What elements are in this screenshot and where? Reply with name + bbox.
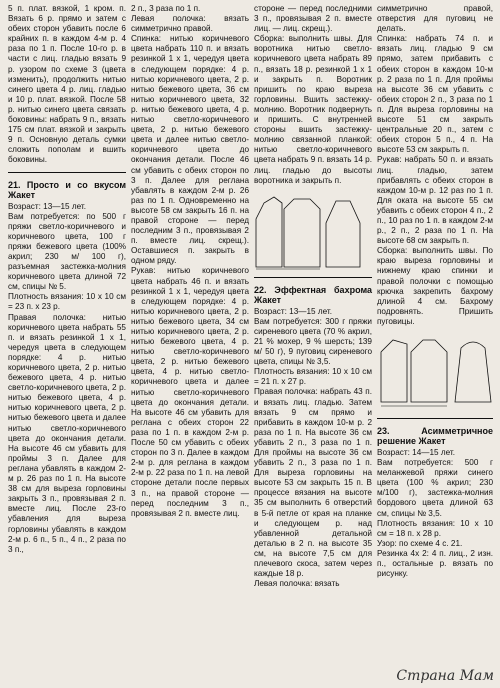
text-block: Возраст: 13—15 лет. xyxy=(254,306,333,316)
garment-schematic xyxy=(377,330,493,412)
text-block: Вам потребуется: 500 г меланжевой пряжи синего цвета (100 % акрил; 230 м/100 г), застежка-молния бордового цвета длиной 63 см, спицы № 3,5. xyxy=(377,458,493,518)
section-title: 23. Асимметричное решение Жакет xyxy=(377,426,493,446)
column-1 xyxy=(8,4,126,555)
section-23 xyxy=(377,418,493,579)
text-block: 2 п., 3 раза по 1 п. xyxy=(131,4,201,13)
pattern-diagram-22 xyxy=(377,330,493,412)
pattern-diagram-21 xyxy=(254,189,372,271)
text-block: Вам потребуется: 300 г пряжи сиреневого цвета (70 % акрил, 21 % мохер, 9 % шерсть; 139 м/ 50 г), 9 пуговиц сиреневого цвета, спицы № 3,5. xyxy=(254,316,372,367)
section-title: 22. Эффектная бахрома Жакет xyxy=(254,284,372,305)
text-block: Правая полочка: нитью коричневого цвета набрать 55 п. и вязать резинкой 1 х 1, чередуя цвета в следующем порядке: 4 р. нитью коричневого цвета, 2 р. нитью бежевого цвета, 4 р. нитью светло-коричневого цвета, 2 р. нитью бежевого цвета, 4 р. нитью коричневого цвета, 2 р. нитью бежевого цвета и далее нитью светло-коричневого цвета до окончания детали. На высоте 46 см убавить для проймы 3 п. Далее для реглана убавлять в каждом 2-м р. 26 раз по 1 п. На высоте 38 см для выреза горловины закрыть 3 п., провязывая 2 п. вместе лиц. После 23-го убавления для выреза горловины убавлять в каждом 2-м р. 6 п., 5 п., 4 п., 2 раза по 3 п., xyxy=(8,312,126,554)
text-block: Спинка: нитью коричневого цвета набрать 110 п. и вязать резинкой 1 х 1, чередуя цвета в следующем порядке: 4 р. нитью коричневого цвета, 2 р. нитью бежевого цвета, 36 см нитью коричневого цвета, 32 р. нитью бежевого цвета, 4 р. нитью светло-коричневого цвета, 2 р. нитью бежевого цвета и далее нитью светло-коричневого цвета до окончания детали. После 46 см убавить с обеих сторон по 3 п. Далее для реглана убавлять в каждом 2-м р. 26 раз по 1 п. Одновременно на высоте 58 см закрыть 16 п. на правой стороне — перед последним 3 п., провязывая 2 п. вместе лиц. скрещ.). Оставшиеся п. закрыть в одном ряду. xyxy=(131,34,249,266)
text-block: Возраст: 14—15 лет. xyxy=(377,448,456,457)
text-block: Сборка: выполнить швы. По краю выреза горловины и нижнему краю спинки и правой полочки с помощью крючка закрепить бахрому длиной 4 см. Бахрому подровнять. Пришить пуговицы. xyxy=(377,246,493,326)
text-block: Узор: по схеме 4 с. 21. xyxy=(377,538,463,548)
text-block: Рукав: набрать 50 п. и вязать лиц. гладью, затем прибавлять с обеих сторон в каждом 10-м р. 12 раз по 1 п. Для оката на высоте 55 см убавить с обеих сторон 4 п., 2 п., 10 раз по 1 п. в каждом 2-м р., 2 п., 2 раза по 1 п. На высоте 68 см закрыть п. xyxy=(377,155,493,246)
text-block: 5 п. плат. вязкой, 1 кром. п. Вязать 6 р. прямо и затем с обеих сторон убавить после 6 крайних п. в каждом 4-м р. 4 раза по 1 п. После 10-го р. в части с лиц. гладью вязать 9 р. узором по схеме 3 (цвета изменить), продолжить нитью синего цвета 4 р. лиц. гладью и 10 р. плат. вязкой. После 58 р. нитью синего цвета связать боковины: набрать 9 п., вязать 175 см плат. вязкой и закрыть 9 п. Основную деталь сумки сложить пополам и вшить боковины. xyxy=(8,4,126,165)
text-block: Правая полочка: набрать 43 п. и вязать лиц. гладью. Затем вязать 9 см прямо и прибавить в каждом 10-м р. 2 раза по 1 п. На высоте 36 см убавить 2 п., 3 раза по 1 п. Для проймы на высоте 36 см убавить 2 п., 3 раза по 1 п. Для выреза горловины на высоте 53 см закрыть 15 п. В процессе вязания на высоте 35 см выполнить 6 отверстий в 5-й петле от края на планке и следующем р. над убавленной детальной деталью в 2 п. на высоте 35 см, на высоте 7,5 см для плечевого скоса, затем через каждые 18 р. xyxy=(254,387,372,579)
section-title: 21. Просто и со вкусом Жакет xyxy=(8,179,126,200)
text-block: Возраст: 13—15 лет. xyxy=(8,201,87,211)
column-3 xyxy=(254,4,372,589)
garment-schematic xyxy=(254,189,372,271)
text-block: Левая полочка: вязать симметрично правой. xyxy=(131,14,249,34)
text-block: симметрично правой, отверстия для пуговиц не делать. xyxy=(377,4,493,34)
text-block: стороне — перед последними 3 п., провязывая 2 п. вместе лиц. — лиц. скрещ.). xyxy=(254,4,372,34)
section-21 xyxy=(8,172,126,555)
text-block: Плотность вязания: 10 х 10 см = 23 п. х 23 р. xyxy=(8,292,126,312)
text-block: Рукав: нитью коричневого цвета набрать 46 п. и вязать резинкой 1 х 1, чередуя цвета в следующем порядке: 4 р. нитью коричневого цвета, 2 р. нитью бежевого цвета, 34 см нитью коричневого цвета, 2 р. нитью бежевого цвета, 4 р. нитью светло-коричневого цвета, 2 р. нитью бежевого цвета, 4 р. нитью светло-коричневого цвета и далее нитью светло-коричневого цвета до окончания детали. На высоте 46 см убавить для реглана с обеих сторон 22 раза по 1 п. в каждом 2-м р. После 50 см убавить с обеих сторон по 3 п. Далее в каждом 2-м р. для реглана в каждом 2-м р. 22 раза по 1 п. на левой стороне детали после первых 3 п., на правой стороне — перед последним 3 п., провязывая 2 п. вместе лиц. xyxy=(131,266,249,518)
column-4 xyxy=(377,4,493,579)
text-block: Вам потребуется: по 500 г пряжи светло-коричневого и коричневого цвета, 100 г пряжи бежевого цвета (100% акрил; 230 м/ 100 г), разъемная застежка-молния коричневого цвета длиной 72 см, спицы № 5. xyxy=(8,211,126,292)
text-block: Плотность вязания: 10 х 10 см = 18 п. х 28 р. xyxy=(377,518,493,538)
text-block: Сборка: выполнить швы. Для воротника нитью светло-коричневого цвета набрать 89 п., вязать 18 р. резинкой 1 х 1 и закрыть п. Воротник пришить по краю выреза горловины. Вшить застежку-молнию. Воротник подвернуть и пришить. С внутренней стороны вшить застежку-молнию связанной планкой: нитью светло-коричневого цвета набрать 9 п. вязать 14 р. лиц. гладью до высоты воротника и закрыть п. xyxy=(254,34,372,185)
text-block: Резинка 4х 2: 4 п. лиц., 2 изн. п., остальные р. вязать по рисунку. xyxy=(377,548,493,579)
text-block: Спинка: набрать 74 п. и вязать лиц. гладью 9 см прямо, затем прибавить с обеих сторон в каждом 10-м р. 2 раза по 1 п. Для проймы на высоте 36 см убавить с обеих сторон 2 п., 3 раза по 1 п. Для выреза горловины на высоте 51 см закрыть центральные 20 п., затем с обеих сторон 5 п., 4 п. На высоте 53 см закрыть п. xyxy=(377,34,493,155)
section-22 xyxy=(254,277,372,590)
column-2 xyxy=(131,4,249,519)
text-block: Плотность вязания: 10 х 10 см = 21 п. х 27 р. xyxy=(254,367,372,387)
text-block: Левая полочка: вязать xyxy=(254,579,340,589)
watermark: Страна Мам xyxy=(396,668,494,684)
